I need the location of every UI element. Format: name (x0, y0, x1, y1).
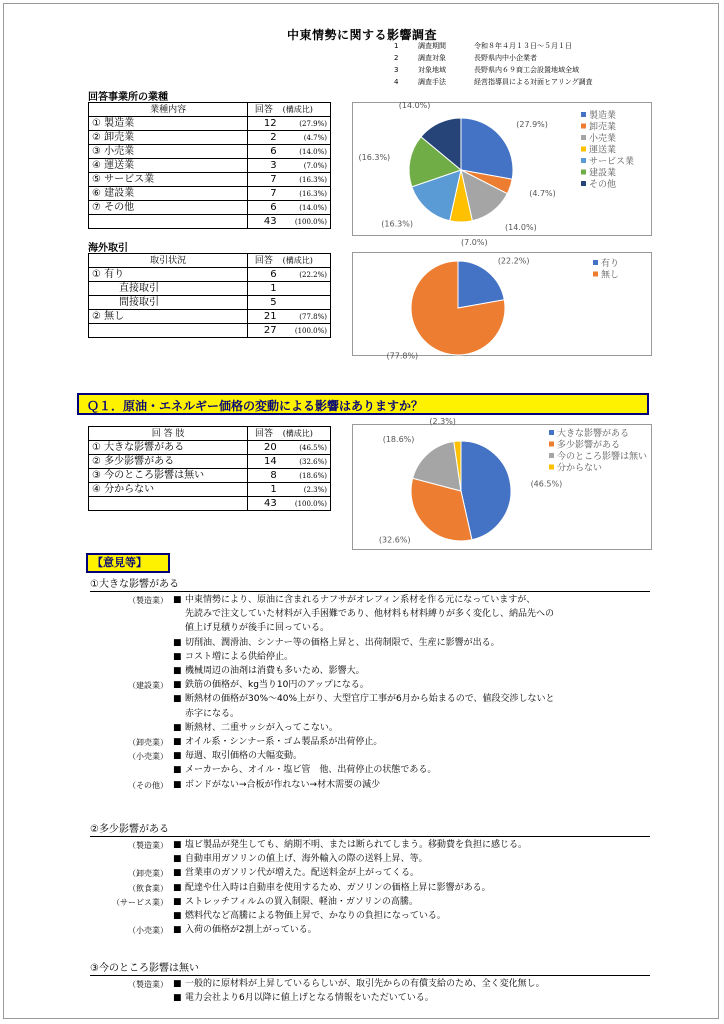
row-count: 1 (248, 282, 280, 296)
opinion-text: メーカーから、オイル・塩ビ管 他、出荷停止の状態である。 (185, 765, 437, 776)
row-count: 3 (248, 159, 280, 173)
survey-number: 1 (394, 42, 399, 50)
pie-data-label: (27.9%) (516, 119, 548, 129)
legend-swatch (581, 124, 586, 129)
row-count: 8 (248, 469, 280, 483)
row-label: ① 製造業 (89, 117, 248, 131)
opinion-group-heading: ②多少影響がある (90, 823, 650, 837)
bullet-icon: ■ (173, 722, 182, 733)
bullet-icon: ■ (173, 779, 182, 790)
opinion-line (173, 764, 436, 777)
table-row (89, 296, 331, 310)
opinion-text: ボンドがない→合板が作れない→材木需要の減少 (185, 779, 381, 790)
legend-swatch (549, 453, 554, 458)
row-count: 1 (248, 483, 280, 497)
opinion-line (173, 679, 369, 692)
page-title: 中東情勢に関する影響調査 (286, 28, 437, 42)
row-pct: (46.5%) (280, 441, 331, 455)
opinion-line (173, 594, 535, 607)
row-pct: (4.7%) (280, 131, 331, 145)
pie-data-label: (4.7%) (529, 189, 556, 199)
bullet-icon: ■ (173, 911, 182, 921)
total-pct: (100.0%) (280, 215, 331, 229)
survey-number: 4 (394, 78, 399, 86)
row-count: 21 (248, 310, 280, 324)
legend-label: 製造業 (589, 111, 617, 121)
row-count: 6 (248, 268, 280, 282)
overseas-table (88, 253, 331, 338)
pie-data-label: (22.2%) (497, 256, 530, 266)
legend-swatch (581, 112, 586, 117)
opinion-category: （卸売業） (128, 738, 168, 747)
survey-row (394, 40, 593, 52)
legend-label: 運送業 (589, 145, 617, 156)
bullet-icon: ■ (173, 993, 182, 1004)
bullet-icon: ■ (173, 840, 182, 850)
header-count: 回答 (248, 427, 280, 441)
pie-data-label: (77.8%) (386, 351, 419, 361)
bullet-icon: ■ (173, 637, 182, 648)
bullet-icon: ■ (173, 651, 182, 662)
table-row (89, 145, 331, 159)
row-count: 14 (248, 455, 280, 469)
row-label: ⑥ 建設業 (89, 187, 248, 201)
pie-data-label: (14.0%) (505, 222, 537, 232)
survey-key: 調査対象 (418, 54, 446, 62)
pie-data-label: (46.5%) (530, 479, 563, 489)
pie-data-label: (32.6%) (378, 535, 411, 545)
legend-label: 分からない (557, 463, 603, 474)
row-label: ⑦ その他 (89, 201, 248, 215)
opinion-line (173, 736, 382, 749)
survey-number: 2 (394, 54, 399, 62)
header-item: 取引状況 (89, 254, 248, 268)
total-label (89, 324, 248, 338)
table-row (89, 441, 331, 455)
pie-data-label: (18.6%) (382, 434, 415, 444)
opinion-text: 値上げ見積りが後手に回っている。 (185, 623, 330, 634)
legend-label: 無し (601, 270, 620, 281)
total-label (89, 215, 248, 229)
opinion-category: （製造業） (128, 596, 168, 605)
overseas-pie-svg (353, 253, 653, 361)
table-row (89, 187, 331, 201)
row-pct (280, 296, 331, 310)
opinion-line (173, 992, 434, 1005)
bullet-icon: ■ (173, 737, 182, 747)
industry-table (88, 102, 331, 229)
survey-value: 経営指導員による対面ヒアリング調査 (474, 78, 593, 86)
overseas-pie-chart (352, 252, 652, 361)
bullet-icon: ■ (173, 854, 182, 865)
pie-data-label: (2.3%) (429, 417, 456, 427)
opinion-text: 赤字になる。 (185, 708, 240, 719)
total-pct: (100.0%) (280, 497, 331, 511)
opinion-line (173, 708, 239, 721)
table-row (89, 310, 331, 324)
opinion-text: コスト増による供給停止。 (185, 651, 294, 662)
table-row (89, 131, 331, 145)
opinion-line (173, 978, 545, 991)
opinion-text: 入荷の価格が2割上がっている。 (185, 925, 317, 936)
opinion-text: 塩ビ製品が発生しても、納期不明、または断られてしまう。移動費を負担に感じる。 (185, 840, 528, 850)
row-label: ④ 分からない (89, 483, 248, 497)
table-row (89, 201, 331, 215)
question-box (77, 393, 649, 415)
table-row (89, 268, 331, 282)
opinion-category: （製造業） (128, 841, 168, 850)
opinion-category: （サービス業） (112, 897, 168, 907)
table-total-row (89, 497, 331, 511)
opinion-line (173, 665, 365, 678)
header-pct: (構成比) (280, 254, 331, 268)
opinion-line (173, 722, 338, 735)
overseas-section-label: 海外取引 (88, 243, 128, 254)
row-pct: (2.3%) (280, 483, 331, 497)
opinion-text: 毎週、取引価格の大幅変動。 (185, 751, 303, 762)
total-count: 27 (248, 324, 280, 338)
opinion-text: 営業車のガソリン代が増えた。配送料金が上がってくる。 (185, 868, 420, 879)
survey-row (394, 76, 593, 88)
bullet-icon: ■ (173, 666, 182, 676)
opinion-line (173, 608, 554, 621)
table-header-row (89, 254, 331, 268)
row-label: ③ 小売業 (89, 145, 248, 159)
opinion-category: （小売業） (128, 752, 168, 762)
opinion-line (173, 651, 293, 664)
legend-swatch (581, 135, 586, 140)
bullet-icon: ■ (173, 694, 182, 705)
pie-data-label: (16.3%) (381, 219, 413, 229)
opinion-line (173, 853, 428, 866)
opinion-text: 中東情勢により、原油に含まれるナフサがオレフィン系材を作る元になっていますが、 (185, 595, 536, 605)
row-count: 2 (248, 131, 280, 145)
opinion-category: （製造業） (128, 980, 168, 989)
opinion-category: （その他） (128, 780, 168, 790)
row-label: ② 多少影響がある (89, 455, 248, 469)
bullet-icon: ■ (173, 882, 182, 893)
survey-value: 令和８年４月１３日～５月１日 (474, 42, 572, 50)
legend-swatch (581, 170, 586, 175)
legend-label: サービス業 (589, 157, 635, 167)
row-label: ③ 今のところ影響は無い (89, 469, 248, 483)
bullet-icon: ■ (173, 979, 182, 989)
opinion-line (173, 622, 329, 635)
opinion-text: 鉄筋の価格が、kg当り10円のアップになる。 (185, 680, 369, 691)
row-pct: (18.6%) (280, 469, 331, 483)
opinion-category: （飲食業） (128, 883, 168, 893)
legend-swatch (581, 158, 586, 163)
opinion-category: （小売業） (128, 926, 168, 936)
legend-swatch (581, 147, 586, 152)
row-label: ① 有り (89, 268, 248, 282)
legend-swatch (549, 442, 554, 447)
industry-pie-svg (353, 100, 653, 247)
industry-section-label: 回答事業所の業種 (88, 92, 168, 103)
legend-label: 多少影響がある (557, 440, 621, 451)
row-label: ① 大きな影響がある (89, 441, 248, 455)
table-row (89, 282, 331, 296)
opinion-line (173, 750, 302, 763)
table-row (89, 469, 331, 483)
opinion-text: ストレッチフィルムの買入制限、軽油・ガソリンの高騰。 (185, 896, 418, 907)
table-total-row (89, 215, 331, 229)
total-label (89, 497, 248, 511)
pie-slice (461, 118, 513, 179)
row-pct: (16.3%) (280, 173, 331, 187)
table-row (89, 455, 331, 469)
opinion-line (173, 693, 555, 706)
row-count: 7 (248, 187, 280, 201)
header-count: 回答 (248, 103, 280, 117)
survey-key: 対象地域 (418, 66, 446, 74)
table-header-row (89, 427, 331, 441)
opinion-group-heading: ①大きな影響がある (90, 578, 650, 592)
opinion-text: 配達や仕入時は自動車を使用するため、ガソリンの価格上昇に影響がある。 (185, 882, 491, 893)
legend-swatch (549, 430, 554, 435)
q1-pie-chart (352, 417, 652, 550)
legend-label: 有り (601, 259, 620, 269)
pie-data-label: (14.0%) (398, 100, 431, 110)
bullet-icon: ■ (173, 680, 182, 691)
row-count: 6 (248, 145, 280, 159)
opinion-line (173, 779, 380, 792)
legend-label: 建設業 (589, 168, 617, 179)
row-pct: (22.2%) (280, 268, 331, 282)
table-row (89, 117, 331, 131)
table-header-row (89, 103, 331, 117)
row-count: 12 (248, 117, 280, 131)
opinion-group-heading: ③今のところ影響は無い (90, 962, 650, 976)
row-pct: (7.0%) (280, 159, 331, 173)
opinion-line (173, 910, 446, 923)
opinion-line (173, 896, 418, 909)
survey-row (394, 64, 593, 76)
opinion-category: （卸売業） (128, 869, 168, 879)
row-label: ② 無し (89, 310, 248, 324)
opinion-text: 断熱材、二重サッシが入ってこない。 (185, 722, 338, 733)
legend-swatch (549, 465, 554, 470)
opinion-text: 断熱材の価格が30%～40%上がり、大型官庁工事が6月から始まるので、値段交渉しないと (185, 694, 555, 705)
legend-swatch (593, 272, 598, 277)
opinion-line (173, 867, 419, 880)
survey-key: 調査期間 (418, 42, 446, 50)
total-count: 43 (248, 215, 280, 229)
legend-label: その他 (589, 180, 617, 190)
row-label: 間接取引 (89, 296, 248, 310)
q1-table (88, 426, 331, 511)
opinion-text: オイル系・シンナー系・ゴム製品系が出荷停止。 (185, 737, 383, 747)
opinion-text: 一般的に原材料が上昇しているらしいが、取引先からの有償支給のため、全く変化無し。 (185, 979, 545, 989)
opinion-text: 燃料代など高騰による物価上昇で、かなりの負担になっている。 (185, 911, 446, 921)
opinion-text: 電力会社より6月以降に値上げとなる情報をいただいている。 (185, 993, 434, 1004)
row-label: ⑤ サービス業 (89, 173, 248, 187)
table-row (89, 159, 331, 173)
row-count: 6 (248, 201, 280, 215)
table-total-row (89, 324, 331, 338)
table-row (89, 483, 331, 497)
bullet-icon: ■ (173, 925, 182, 936)
bullet-icon: ■ (173, 868, 182, 879)
opinion-line (173, 839, 527, 852)
row-count: 7 (248, 173, 280, 187)
opinion-text: 機械周辺の油剤は消費も多いため、影響大。 (185, 666, 365, 676)
row-label: 直接取引 (89, 282, 248, 296)
bullet-icon: ■ (173, 896, 182, 907)
row-pct: (77.8%) (280, 310, 331, 324)
opinion-line (173, 637, 500, 650)
legend-label: 卸売業 (589, 122, 617, 133)
opinions-label: 【意見等】 (86, 553, 170, 573)
survey-key: 調査手法 (418, 78, 446, 86)
legend-swatch (581, 181, 586, 186)
opinion-text: 先読みで注文していた材料が入手困難であり、他材料も材料縛りが多く変化し、納品先への (185, 609, 555, 620)
legend-label: 大きな影響がある (557, 429, 630, 439)
legend-label: 小売業 (589, 134, 617, 144)
row-pct: (14.0%) (280, 201, 331, 215)
survey-value: 長野県内６９商工会設置地域全域 (474, 66, 579, 74)
row-label: ② 卸売業 (89, 131, 248, 145)
bullet-icon: ■ (173, 595, 182, 605)
q1-pie-svg (353, 417, 653, 551)
bullet-icon: ■ (173, 765, 182, 776)
header-item: 回 答 肢 (89, 427, 248, 441)
row-label: ④ 運送業 (89, 159, 248, 173)
legend-swatch (593, 260, 598, 265)
pie-data-label: (16.3%) (358, 152, 391, 162)
row-pct: (27.9%) (280, 117, 331, 131)
row-pct: (14.0%) (280, 145, 331, 159)
survey-row (394, 52, 593, 64)
total-pct: (100.0%) (280, 324, 331, 338)
opinion-category: （建設業） (128, 681, 168, 691)
total-count: 43 (248, 497, 280, 511)
survey-info (394, 40, 593, 88)
opinion-line (173, 882, 491, 895)
header-pct: (構成比) (280, 103, 331, 117)
industry-pie-chart (352, 100, 652, 247)
table-row (89, 173, 331, 187)
row-count: 20 (248, 441, 280, 455)
row-pct: (32.6%) (280, 455, 331, 469)
opinion-text: 切削油、潤滑油、シンナー等の価格上昇と、出荷制限で、生産に影響が出る。 (185, 637, 500, 648)
header-item: 業種内容 (89, 103, 248, 117)
survey-value: 長野県内中小企業者 (474, 54, 537, 62)
row-pct: (16.3%) (280, 187, 331, 201)
row-pct (280, 282, 331, 296)
question-text: Ｑ１．原油・エネルギー価格の変動による影響はありますか？ (87, 399, 424, 413)
legend-label: 今のところ影響は無い (557, 452, 648, 462)
bullet-icon: ■ (173, 751, 182, 762)
row-count: 5 (248, 296, 280, 310)
header-pct: (構成比) (280, 427, 331, 441)
opinion-line (173, 924, 317, 937)
survey-number: 3 (394, 66, 399, 74)
header-count: 回答 (248, 254, 280, 268)
opinion-text: 自動車用ガソリンの値上げ、海外輸入の際の送料上昇、等。 (185, 854, 428, 865)
pie-data-label: (7.0%) (461, 238, 488, 247)
